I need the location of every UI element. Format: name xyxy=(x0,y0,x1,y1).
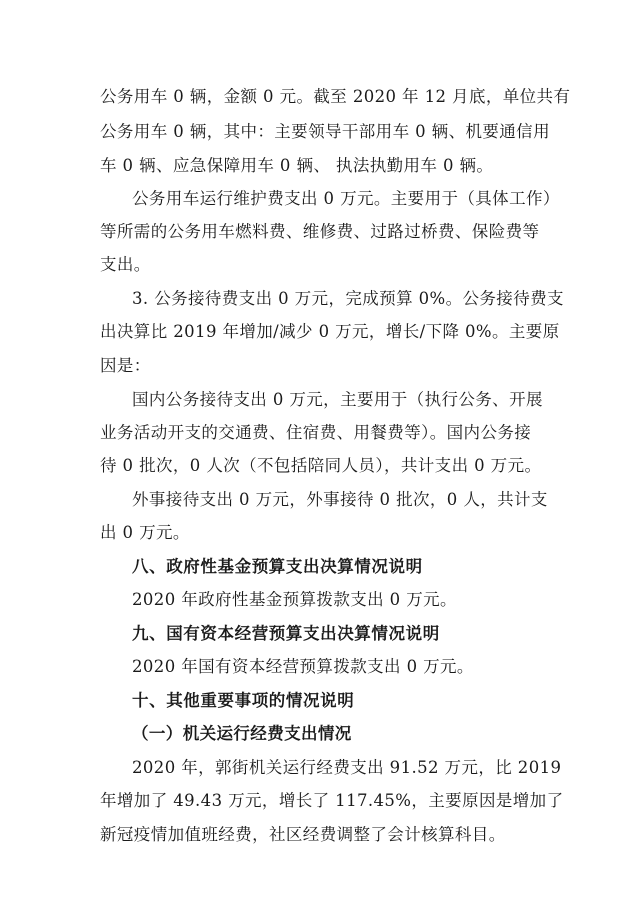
paragraph-line: 2020 年国有资本经营预算拨款支出 0 万元。 xyxy=(132,657,474,676)
paragraph-line: 因是： xyxy=(100,356,151,375)
paragraph-line: 年增加了 49.43 万元，增长了 117.45%，主要原因是增加了 xyxy=(100,791,564,810)
subsection-heading: （一）机关运行经费支出情况 xyxy=(132,724,352,743)
section-heading: 九、国有资本经营预算支出决算情况说明 xyxy=(132,624,440,643)
section-heading: 十、其他重要事项的情况说明 xyxy=(132,691,355,710)
paragraph-line: 出 0 万元。 xyxy=(100,523,190,542)
paragraph-line: 车 0 辆、应急保障用车 0 辆、 执法执勤用车 0 辆。 xyxy=(100,156,494,175)
paragraph-line: 公务用车 0 辆，金额 0 元。截至 2020 年 12 月底，单位共有 xyxy=(100,87,571,106)
paragraph-line: 新冠疫情加值班经费，社区经费调整了会计核算科目。 xyxy=(100,825,506,844)
paragraph-line: 国内公务接待支出 0 万元，主要用于（执行公务、开展 xyxy=(132,390,543,409)
paragraph-line: 外事接待支出 0 万元，外事接待 0 批次，0 人，共计支 xyxy=(132,490,548,509)
paragraph-line: 支出。 xyxy=(100,255,151,274)
paragraph-line: 3. 公务接待费支出 0 万元，完成预算 0%。公务接待费支 xyxy=(132,289,564,308)
paragraph-line: 公务用车 0 辆，其中：主要领导干部用车 0 辆、机要通信用 xyxy=(100,122,550,141)
paragraph-line: 2020 年，郭街机关运行经费支出 91.52 万元，比 2019 xyxy=(132,758,562,777)
paragraph-line: 业务活动开支的交通费、住宿费、用餐费等）。国内公务接 xyxy=(100,423,532,442)
paragraph-line: 公务用车运行维护费支出 0 万元。主要用于（具体工作） xyxy=(132,189,560,208)
section-heading: 八、政府性基金预算支出决算情况说明 xyxy=(132,557,423,576)
paragraph-line: 待 0 批次，0 人次（不包括陪同人员），共计支出 0 万元。 xyxy=(100,456,542,475)
paragraph-line: 2020 年政府性基金预算拨款支出 0 万元。 xyxy=(132,590,457,609)
paragraph-line: 等所需的公务用车燃料费、维修费、过路过桥费、保险费等 xyxy=(100,222,540,241)
paragraph-line: 出决算比 2019 年增加/减少 0 万元，增长/下降 0%。主要原 xyxy=(100,322,560,341)
